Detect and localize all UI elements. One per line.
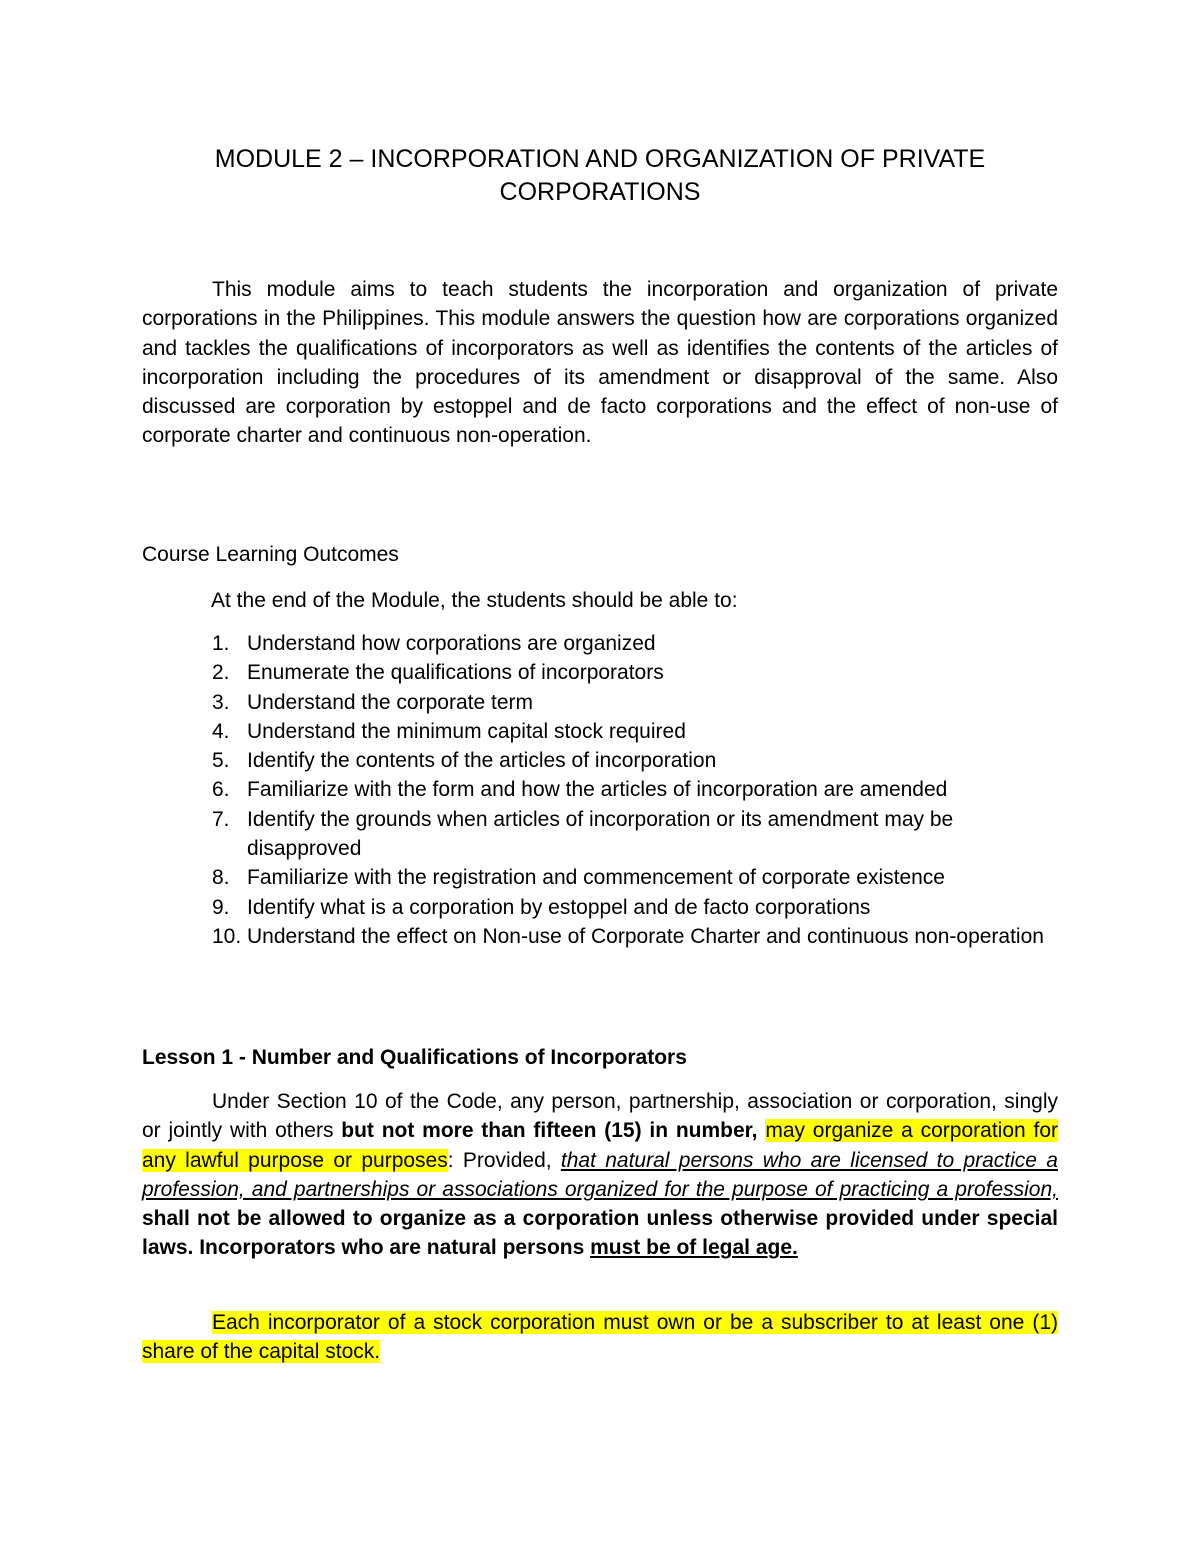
lesson-1-paragraph-2 xyxy=(142,1308,1058,1367)
module-title xyxy=(142,143,1058,209)
highlighted-lawful-purpose-text: may organize a corporation for any lawful purpose or purposes xyxy=(142,1119,1058,1172)
list-item-text: Understand the effect on Non-use of Corporate Charter and continuous non-operation xyxy=(247,924,1044,948)
list-item xyxy=(142,658,1058,687)
list-item-number: 1. xyxy=(212,632,230,655)
list-item xyxy=(142,717,1058,746)
special-laws-text: shall not be allowed to organize as a corporation unless otherwise provided under special laws. Incorporators who are natural persons xyxy=(142,1207,1058,1260)
list-item-text: Understand the corporate term xyxy=(247,690,533,714)
list-item-text: Identify the grounds when articles of incorporation or its amendment may be disapproved xyxy=(247,807,954,861)
list-item-number: 10. xyxy=(212,924,242,948)
outcomes-lead-sentence: At the end of the Module, the students should be able to: xyxy=(211,589,738,612)
module-intro-paragraph: This module aims to teach students the incorporation and organization of private corporations in the Philippines. This module answers the question how are corporations organized and tackles the qualifications of incorporators as well as identifies the contents of the articles of incorporation including the procedures of its amendment or disapproval of the same. Also discussed are corporation by estoppel and de facto corporations and the effect of non-use of corporate charter and continuous non-operation. xyxy=(142,278,1058,448)
list-item xyxy=(142,775,1058,804)
learning-outcomes-list xyxy=(142,629,1058,951)
list-item-number: 4. xyxy=(212,719,230,743)
course-learning-outcomes-heading: Course Learning Outcomes xyxy=(142,543,399,566)
list-item-text: Understand the minimum capital stock required xyxy=(247,719,686,743)
module-title-line-2: CORPORATIONS xyxy=(499,178,701,206)
list-item-text: Understand how corporations are organized xyxy=(247,632,656,655)
list-item-text: Familiarize with the registration and commencement of corporate existence xyxy=(247,866,945,890)
list-item-text: Familiarize with the form and how the articles of incorporation are amended xyxy=(247,778,948,802)
section-10-intro-text: Under Section 10 of the Code, any person, partnership, association or corporation, singly or jointly with others xyxy=(142,1090,1058,1143)
list-item-number: 8. xyxy=(212,866,230,890)
list-item-number: 9. xyxy=(212,895,230,919)
module-title-line-1: MODULE 2 – INCORPORATION AND ORGANIZATION OF PRIVATE xyxy=(214,145,986,173)
list-item xyxy=(142,893,1058,922)
incorporator-limit-text: but not more than fifteen (15) in number, xyxy=(341,1119,758,1143)
list-item-number: 7. xyxy=(212,807,230,831)
list-item-text: Identify the contents of the articles of incorporation xyxy=(247,749,717,773)
proviso-text: : Provided, xyxy=(447,1148,561,1172)
professionals-exception-text: that natural persons who are licensed to practice a profession, and partnerships or associations organized for the purpose of practicing a profession, xyxy=(142,1148,1058,1201)
list-item xyxy=(142,746,1058,775)
list-item-number: 5. xyxy=(212,749,230,773)
list-item-number: 3. xyxy=(212,690,230,714)
highlighted-share-requirement-text: Each incorporator of a stock corporation must own or be a subscriber to at least one (1) share of the capital stock. xyxy=(142,1311,1058,1364)
lesson-1-heading: Lesson 1 - Number and Qualifications of Incorporators xyxy=(142,1046,687,1069)
list-item-number: 2. xyxy=(212,661,230,685)
list-item xyxy=(142,629,1058,658)
list-item-number: 6. xyxy=(212,778,230,802)
list-item-text: Identify what is a corporation by estoppel and de facto corporations xyxy=(247,895,871,919)
list-item xyxy=(142,863,1058,892)
list-item xyxy=(142,805,1058,864)
list-item-text: Enumerate the qualifications of incorporators xyxy=(247,661,664,685)
legal-age-text: must be of legal age. xyxy=(590,1236,798,1260)
list-item xyxy=(142,688,1058,717)
lesson-1-paragraph-1 xyxy=(142,1087,1058,1263)
list-item xyxy=(142,922,1058,951)
